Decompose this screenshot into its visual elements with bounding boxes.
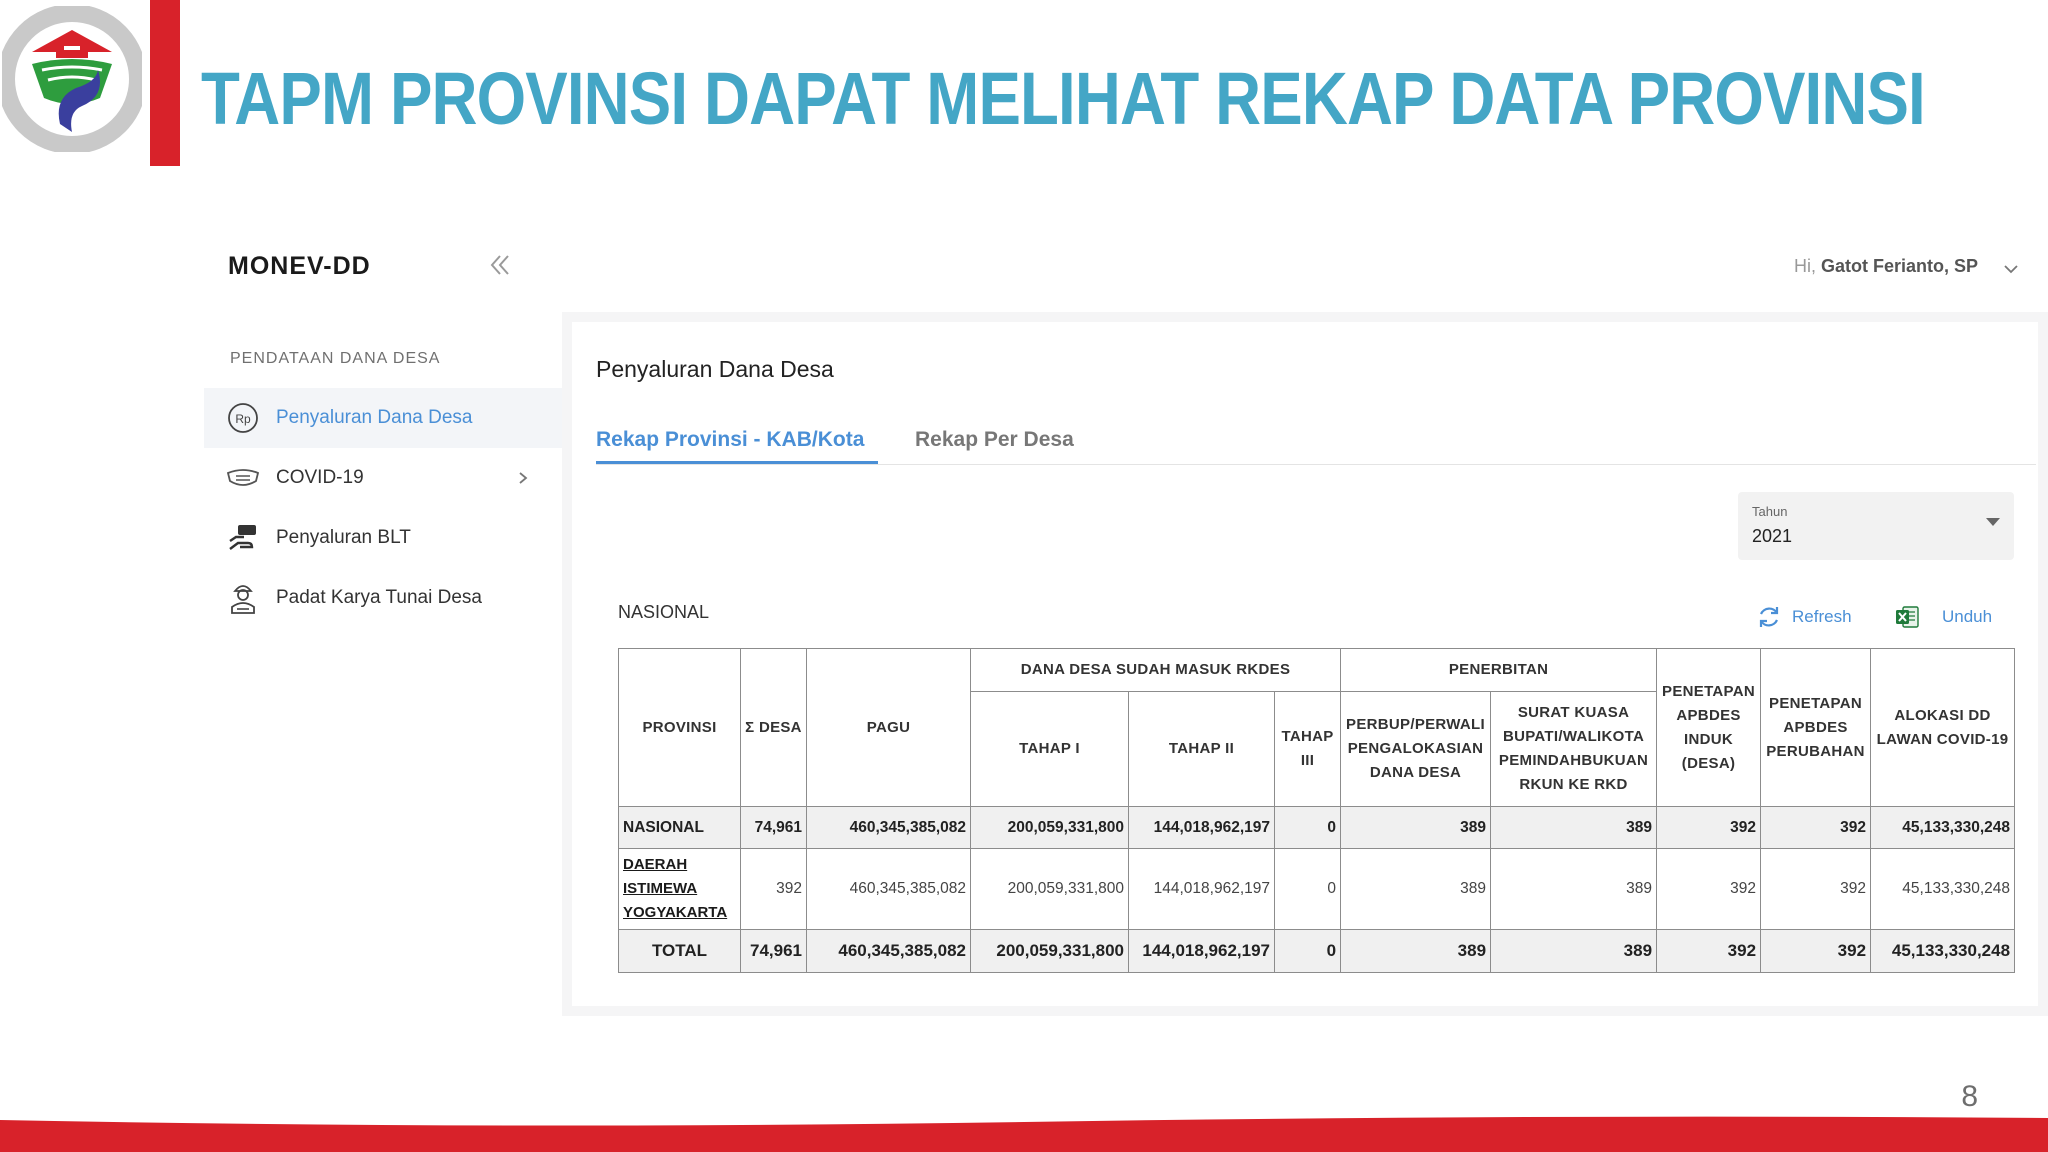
title-accent-bar: [150, 0, 180, 166]
cell-pagu: 460,345,385,082: [807, 930, 971, 973]
refresh-icon: [1756, 604, 1782, 630]
sidebar-item-penyaluran-dana-desa[interactable]: [204, 388, 562, 448]
app-brand: MONEV-DD: [228, 252, 371, 280]
header-sum-desa: Σ DESA: [741, 649, 807, 807]
sidebar-item-label: Padat Karya Tunai Desa: [276, 587, 482, 608]
cell-pagu: 460,345,385,082: [807, 849, 971, 930]
header-apbdes-perubahan: PENETAPAN APBDES PERUBAHAN: [1761, 649, 1871, 807]
province-link[interactable]: DAERAH ISTIMEWA YOGYAKARTA: [619, 849, 741, 930]
svg-text:Rp: Rp: [235, 412, 251, 426]
mask-icon: [226, 461, 260, 495]
tab-rekap-per-desa[interactable]: Rekap Per Desa: [915, 428, 1074, 451]
sidebar-item-label: COVID-19: [276, 467, 364, 488]
cell-pagu: 460,345,385,082: [807, 807, 971, 849]
header-surat-kuasa: SURAT KUASA BUPATI/WALIKOTA PEMINDAHBUKUAN RKUN KE RKD: [1491, 692, 1657, 807]
cell-perbup: 389: [1341, 930, 1491, 973]
header-tahap-3: TAHAP III: [1275, 692, 1341, 807]
sidebar-item-label: Penyaluran BLT: [276, 527, 411, 548]
rupiah-coin-icon: [226, 401, 260, 435]
page-title: Penyaluran Dana Desa: [596, 356, 834, 382]
bottom-red-band: [0, 1108, 2048, 1152]
header-rkdes-group: DANA DESA SUDAH MASUK RKDES: [971, 649, 1341, 692]
sidebar-section-title: PENDATAAN DANA DESA: [230, 350, 441, 367]
cell-provinsi: TOTAL: [619, 930, 741, 973]
chevron-down-icon[interactable]: [2000, 258, 2022, 280]
cell-tahap-2: 144,018,962,197: [1129, 849, 1275, 930]
cell-tahap-1: 200,059,331,800: [971, 849, 1129, 930]
header-tahap-1: TAHAP I: [971, 692, 1129, 807]
cell-apbdes-perubahan: 392: [1761, 849, 1871, 930]
content-card: [572, 322, 2038, 1006]
year-select-label: Tahun: [1752, 504, 1788, 519]
cell-apbdes-induk: 392: [1657, 930, 1761, 973]
header-alokasi-covid: ALOKASI DD LAWAN COVID-19: [1871, 649, 2015, 807]
worker-icon: [226, 581, 260, 615]
cell-surat-kuasa: 389: [1491, 849, 1657, 930]
top-bar: [562, 228, 2048, 312]
sidebar-item-covid-19[interactable]: [204, 448, 562, 508]
tab-bar: [596, 414, 2036, 465]
tab-rekap-provinsi[interactable]: Rekap Provinsi - KAB/Kota: [596, 428, 865, 451]
year-select-value: 2021: [1752, 526, 1793, 546]
cell-alokasi-covid: 45,133,330,248: [1871, 849, 2015, 930]
cell-apbdes-induk: 392: [1657, 849, 1761, 930]
header-apbdes-induk: PENETAPAN APBDES INDUK (DESA): [1657, 649, 1761, 807]
refresh-button[interactable]: [1756, 604, 1852, 630]
cell-tahap-2: 144,018,962,197: [1129, 930, 1275, 973]
download-button[interactable]: [1894, 604, 1992, 630]
sidebar-item-padat-karya-tunai-desa[interactable]: [204, 568, 562, 628]
cell-surat-kuasa: 389: [1491, 930, 1657, 973]
cell-tahap-3: 0: [1275, 930, 1341, 973]
table-row-nasional: [619, 807, 2015, 849]
sidebar-item-penyaluran-blt[interactable]: [204, 508, 562, 568]
chevron-right-icon: [514, 468, 532, 488]
table-row: [619, 849, 2015, 930]
sidebar-item-label: Penyaluran Dana Desa: [276, 407, 473, 428]
cell-alokasi-covid: 45,133,330,248: [1871, 930, 2015, 973]
excel-icon: [1894, 604, 1920, 630]
cell-desa: 74,961: [741, 930, 807, 973]
header-provinsi: PROVINSI: [619, 649, 741, 807]
year-select[interactable]: [1738, 492, 2014, 560]
slide-title: TAPM PROVINSI DAPAT MELIHAT REKAP DATA PROVINSI: [201, 57, 1925, 140]
cell-desa: 74,961: [741, 807, 807, 849]
cell-surat-kuasa: 389: [1491, 807, 1657, 849]
header-pagu: PAGU: [807, 649, 971, 807]
user-name: Gatot Ferianto, SP: [1820, 256, 1978, 276]
cell-apbdes-perubahan: 392: [1761, 807, 1871, 849]
greeting-prefix: Hi,: [1793, 256, 1816, 276]
main-content: [562, 312, 2048, 1016]
header-tahap-2: TAHAP II: [1129, 692, 1275, 807]
collapse-sidebar-icon[interactable]: [486, 250, 514, 280]
cell-provinsi: NASIONAL: [619, 807, 741, 849]
caret-down-icon: [1986, 518, 2000, 526]
table-caption: NASIONAL: [618, 602, 710, 622]
header-perbup: PERBUP/PERWALI PENGALOKASIAN DANA DESA: [1341, 692, 1491, 807]
cell-tahap-1: 200,059,331,800: [971, 807, 1129, 849]
recap-table: [618, 648, 2015, 973]
cell-perbup: 389: [1341, 849, 1491, 930]
table-row-total: [619, 930, 2015, 973]
refresh-label: Refresh: [1792, 607, 1852, 626]
cell-tahap-2: 144,018,962,197: [1129, 807, 1275, 849]
cell-perbup: 389: [1341, 807, 1491, 849]
sidebar: [204, 228, 563, 1016]
ministry-logo: [2, 6, 142, 152]
hand-money-icon: [226, 521, 260, 555]
user-greeting[interactable]: [1794, 256, 1978, 277]
slide-page-number: 8: [1961, 1080, 1978, 1113]
cell-tahap-3: 0: [1275, 849, 1341, 930]
download-label: Unduh: [1942, 607, 1993, 626]
header-penerbitan-group: PENERBITAN: [1341, 649, 1657, 692]
cell-tahap-3: 0: [1275, 807, 1341, 849]
cell-desa: 392: [741, 849, 807, 930]
active-tab-indicator: [596, 461, 878, 464]
cell-apbdes-perubahan: 392: [1761, 930, 1871, 973]
cell-apbdes-induk: 392: [1657, 807, 1761, 849]
cell-tahap-1: 200,059,331,800: [971, 930, 1129, 973]
cell-alokasi-covid: 45,133,330,248: [1871, 807, 2015, 849]
